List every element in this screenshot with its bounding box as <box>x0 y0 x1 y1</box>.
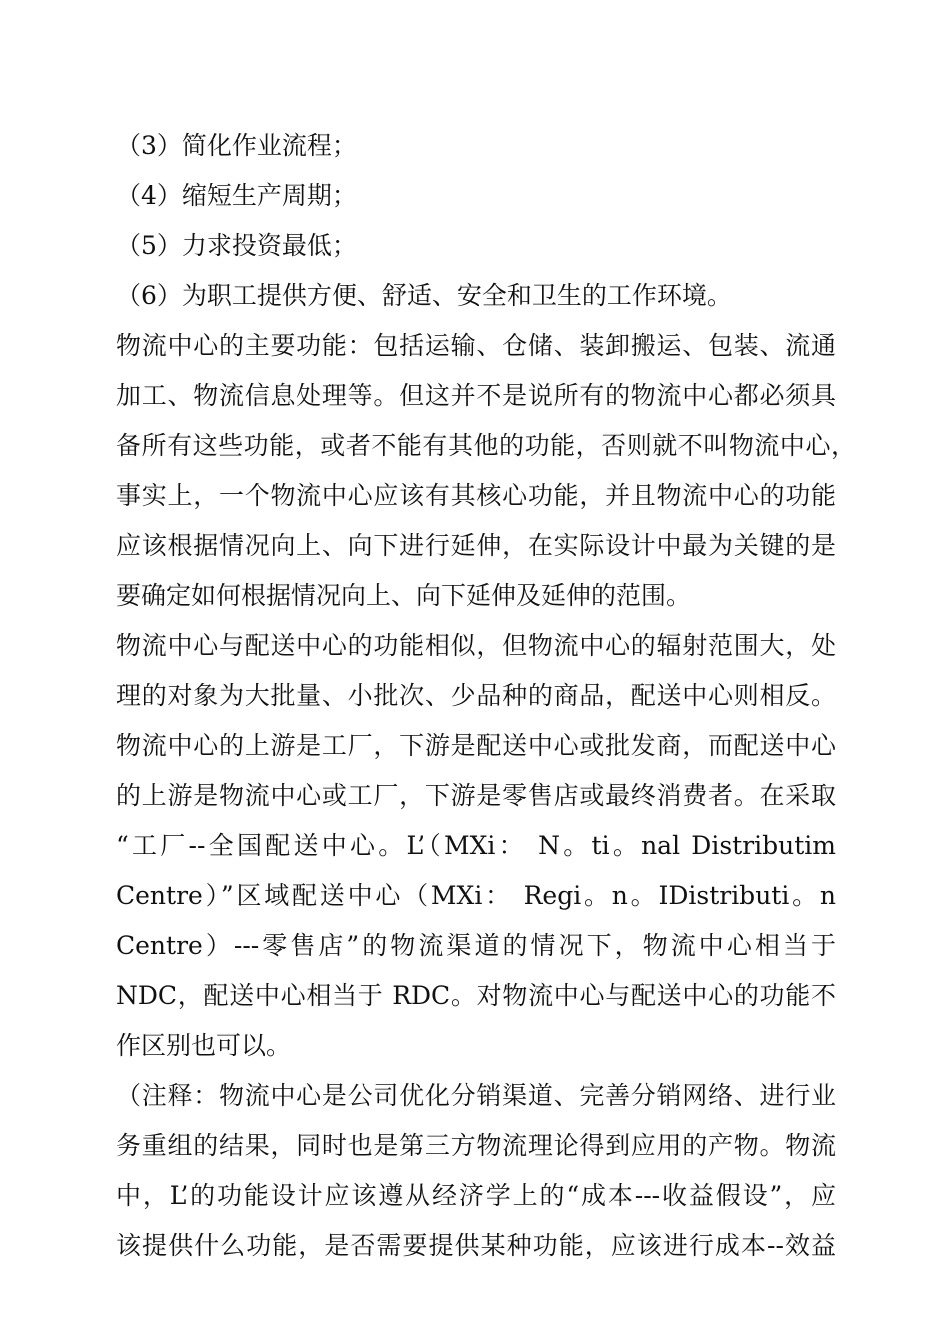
text-line-8: 事实上，一个物流中心应该有其核心功能，并且物流中心的功能 <box>116 481 836 510</box>
text-line-4: （6）为职工提供方便、舒适、安全和卫生的工作环境。 <box>116 281 732 310</box>
text-line-23: 该提供什么功能，是否需要提供某种功能，应该进行成本--效益 <box>116 1231 836 1260</box>
text-line-19: 作区别也可以。 <box>116 1031 292 1060</box>
text-line-14: 的上游是物流中心或工厂，下游是零售店或最终消费者。在采取 <box>116 781 836 810</box>
text-line-6: 加工、物流信息处理等。但这并不是说所有的物流中心都必须具 <box>116 381 836 410</box>
text-line-18: NDC，配送中心相当于 RDC。对物流中心与配送中心的功能不 <box>116 981 836 1010</box>
text-line-21: 务重组的结果，同时也是第三方物流理论得到应用的产物。物流 <box>116 1131 836 1160</box>
text-line-9: 应该根据情况向上、向下进行延伸，在实际设计中最为关键的是 <box>116 531 836 560</box>
text-line-17: Centre）---零售店”的物流渠道的情况下，物流中心相当于 <box>116 931 836 960</box>
text-line-7: 备所有这些功能，或者不能有其他的功能，否则就不叫物流中心， <box>116 431 856 460</box>
text-line-5: 物流中心的主要功能：包括运输、仓储、装卸搬运、包装、流通 <box>116 331 836 360</box>
text-line-13: 物流中心的上游是工厂，下游是配送中心或批发商，而配送中心 <box>116 731 836 760</box>
text-line-16: Centre）”区域配送中心（MXi： Regi。n。IDistributi。n <box>116 881 836 910</box>
text-line-2: （4）缩短生产周期； <box>116 181 357 210</box>
text-line-22: 中，L’的功能设计应该遵从经济学上的“成本---收益假设”，应 <box>116 1181 836 1210</box>
text-line-20: （注释：物流中心是公司优化分销渠道、完善分销网络、进行业 <box>116 1081 836 1110</box>
text-line-10: 要确定如何根据情况向上、向下延伸及延伸的范围。 <box>116 581 692 610</box>
text-line-12: 理的对象为大批量、小批次、少品种的商品，配送中心则相反。 <box>116 681 836 710</box>
text-line-1: （3）简化作业流程； <box>116 131 357 160</box>
text-line-3: （5）力求投资最低； <box>116 231 357 260</box>
text-line-15: “工厂--全国配送中心。L’（MXi： N。ti。nal Distributim <box>116 831 836 860</box>
text-line-11: 物流中心与配送中心的功能相似，但物流中心的辐射范围大，处 <box>116 631 836 660</box>
